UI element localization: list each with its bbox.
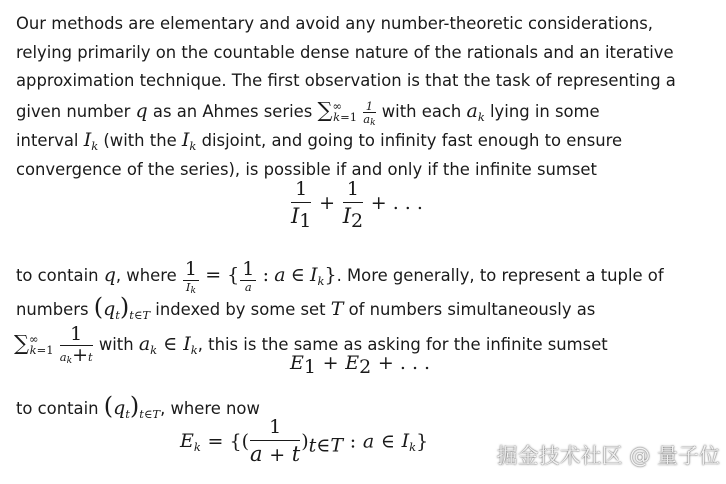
text: of numbers simultaneously as	[343, 300, 596, 319]
text: to contain	[16, 266, 104, 285]
text: , where	[115, 266, 182, 285]
text-line	[16, 39, 720, 68]
text: . More generally, to represent a tuple of	[336, 266, 664, 285]
text-line: to contain q, where $\frac{1}{I_k}$ = { $\frac{1}{a}$ : a ∈ $I_k$}. More generally, to represent a tuple of	[16, 258, 664, 296]
display-sumset-I: $\frac{1}{I_1}$ + $\frac{1}{I_2}$ + . . .	[291, 178, 423, 232]
math-qt-tuple: $(q_t)_{t\in T}$	[103, 392, 161, 421]
math-ahmes-series: $\sum^\infty_{k=1}$	[317, 97, 358, 124]
math-frac-1-a-plus-t: $\frac{1}{a + t}$	[250, 416, 301, 466]
math-frac-1-ak-plus-t: $\frac{1}{a_k+t}$	[59, 322, 93, 366]
text: interval	[16, 131, 84, 151]
text-line	[16, 67, 720, 96]
text: Our methods are elementary and avoid any number-theoretic considerations,	[16, 14, 653, 33]
math-qt-tuple: $(q_t)_{t\in T}$	[93, 293, 151, 322]
text: relying primarily on the countable dense nature of the rationals and an iterative	[16, 42, 674, 62]
math-frac-1-a: $\frac{1}{a}$	[242, 258, 255, 294]
watermark: 掘金技术社区 @ 量子位	[496, 444, 720, 468]
math-frac-1-I1: $\frac{1}{I_1}$	[291, 178, 312, 232]
math-q: q	[103, 264, 116, 286]
text: as an Ahmes series	[147, 101, 318, 121]
math-T: T	[330, 298, 344, 320]
text-line	[16, 293, 720, 325]
display-sumset-E: $E_1 + E_2$ + . . .	[290, 352, 431, 378]
text-line	[16, 10, 720, 39]
text: , where now	[160, 399, 260, 418]
text: with each	[376, 101, 467, 121]
text: (with the	[98, 131, 182, 151]
text: indexed by some set	[150, 300, 331, 319]
math-Ik: $I_k$	[83, 129, 99, 154]
display-Ek-definition: $E_k$ = {( $\frac{1}{a + t}$ )$_{t\in T}$ : a ∈ $I_k$}	[180, 416, 429, 466]
text: lying in some	[484, 101, 600, 121]
text: with	[93, 334, 139, 354]
math-frac-1-ak: $\frac{1}{a_k}$	[363, 98, 376, 128]
text: to contain	[16, 399, 104, 418]
math-frac-1-Ik: $\frac{1}{I_k}$	[184, 258, 197, 296]
math-frac-1-I2: $\frac{1}{I_2}$	[342, 178, 364, 232]
text-line	[16, 126, 720, 156]
text: numbers	[16, 300, 94, 319]
math-ak: $a_k$	[466, 99, 485, 124]
text-line	[16, 96, 720, 127]
math-ak-in-Ik: $a_k$ ∈ $I_k$	[138, 332, 198, 357]
text: , this is the same as asking for the infinite sumset	[197, 334, 608, 354]
math-q: q	[135, 99, 148, 122]
text: approximation technique. The first observation is that the task of representing a	[16, 71, 676, 91]
math-Ik: $I_k$	[181, 129, 197, 154]
document-body	[16, 10, 720, 185]
text: given number	[16, 101, 136, 121]
text: disjoint, and going to infinity fast enough to ensure	[196, 131, 623, 151]
text: convergence of the series), is possible if and only if the infinite sumset	[16, 159, 597, 179]
math-tuple-series: $\sum^\infty_{k=1}$	[14, 330, 54, 357]
